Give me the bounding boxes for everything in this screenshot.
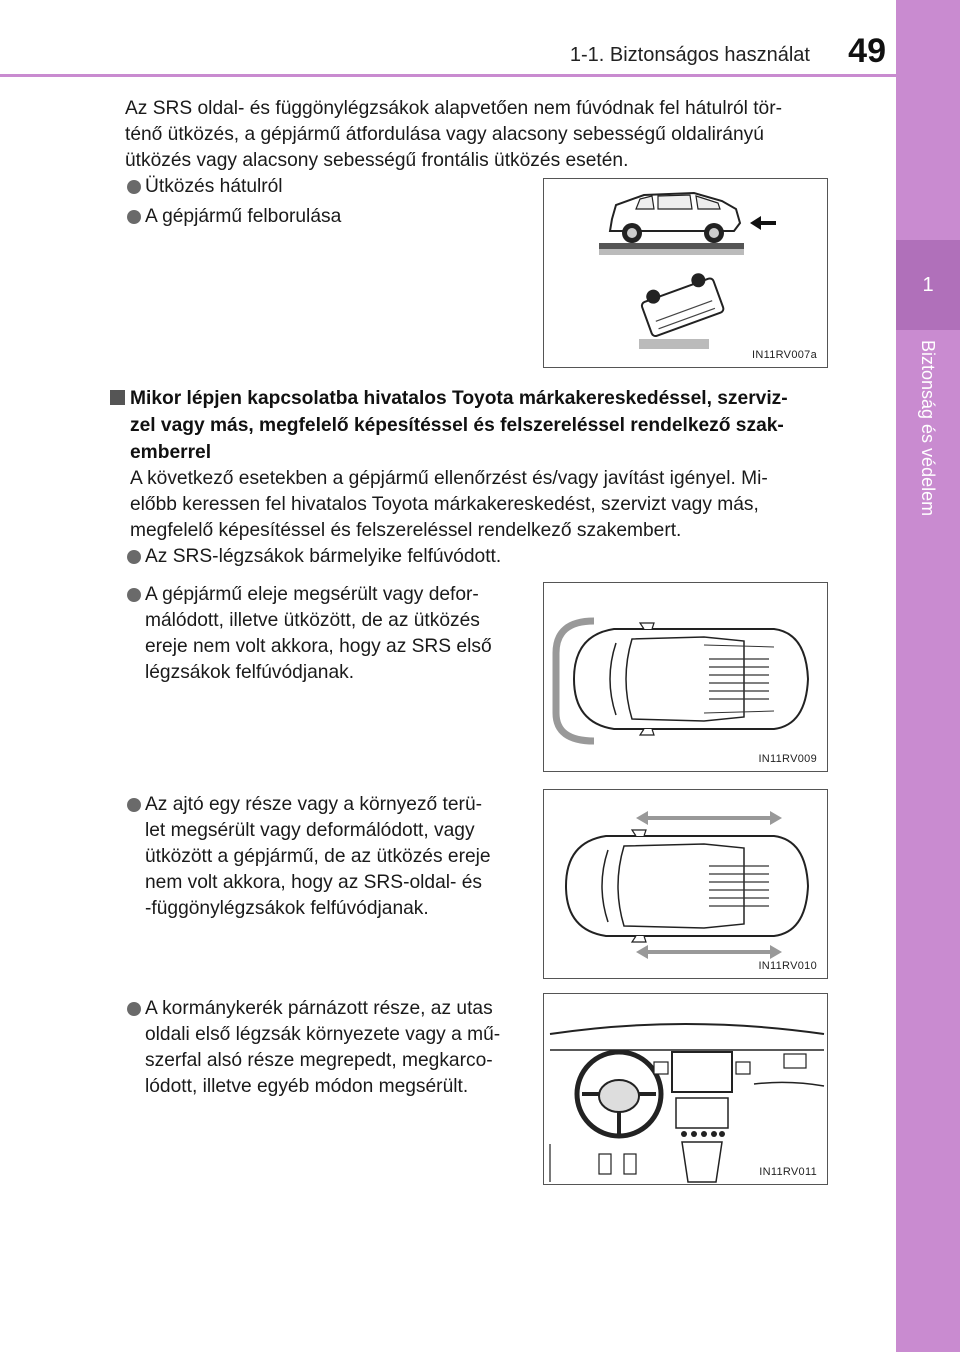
chapter-title: Biztonság és védelem: [918, 340, 938, 517]
bullet-dot-icon: [127, 180, 141, 194]
bullet-line: málódott, illetve ütközött, de az ütközés: [145, 610, 480, 631]
figure-code: IN11RV011: [759, 1166, 817, 1178]
bullet-text: [145, 996, 530, 1100]
body-line: megfelelő képesítéssel és felszereléssel rendelkező szakembert.: [130, 520, 682, 541]
intro-line: ténő ütközés, a gépjármű átfordulása vagy alacsony sebességű oldalirányú: [125, 124, 764, 145]
bullet-text: [145, 792, 530, 922]
bullet-dot-icon: [127, 798, 141, 812]
bullet-line: A kormánykerék párnázott része, az utas: [145, 998, 493, 1019]
bullet-text: A gépjármű felborulása: [145, 206, 342, 227]
bullet-line: Az ajtó egy része vagy a környező terü-: [145, 794, 483, 815]
rear-collision-rollover-illustration: [544, 179, 829, 369]
bullet-item: [127, 544, 847, 570]
page-number: 49: [848, 32, 886, 70]
figure-code: IN11RV007a: [752, 349, 817, 361]
bullet-dot-icon: [127, 1002, 141, 1016]
bullet-item: [127, 996, 532, 1106]
header-section-title: 1-1. Biztonságos használat: [569, 44, 810, 66]
heading-line: emberrel: [130, 442, 212, 463]
figure-code: IN11RV009: [758, 753, 817, 765]
section-body-paragraph: [130, 466, 855, 544]
bullet-item: [127, 204, 517, 230]
bullet-dot-icon: [127, 210, 141, 224]
car-top-view-front-highlight: [544, 583, 829, 773]
bullet-line: ütközött a gépjármű, de az ütközés ereje: [145, 846, 491, 867]
chapter-title-tab: [896, 340, 960, 600]
bullet-line: A gépjármű eleje megsérült vagy defor-: [145, 584, 479, 605]
bullet-text: Ütközés hátulról: [145, 176, 283, 197]
bullet-item: [127, 174, 517, 200]
body-line: előbb keressen fel hivatalos Toyota márkakereskedést, szervizt vagy más,: [130, 494, 759, 515]
bullet-item: [127, 582, 532, 692]
bullet-text: Az SRS-légzsákok bármelyike felfúvódott.: [145, 546, 502, 567]
figure-front-damage-topview: [543, 582, 828, 772]
intro-paragraph: [125, 96, 855, 174]
bullet-text: [145, 582, 530, 686]
figure-code: IN11RV010: [758, 960, 817, 972]
bullet-line: lódott, illetve egyéb módon megsérült.: [145, 1076, 469, 1097]
heading-line: Mikor lépjen kapcsolatba hivatalos Toyota márkakereskedéssel, szerviz-: [130, 388, 788, 409]
figure-rear-collision-rollover: [543, 178, 828, 368]
figure-side-damage-topview: [543, 789, 828, 979]
intro-line: Az SRS oldal- és függönylégzsákok alapvetően nem fúvódnak fel hátulról tör-: [125, 98, 783, 119]
heading-square-icon: [110, 390, 125, 405]
chapter-side-tab: [896, 0, 960, 1352]
bullet-line: ereje nem volt akkora, hogy az SRS első: [145, 636, 492, 657]
car-top-view-side-highlight: [544, 790, 829, 980]
bullet-line: légzsákok felfúvódjanak.: [145, 662, 355, 683]
header-rule: [0, 74, 896, 77]
bullet-line: oldali első légzsák környezete vagy a mű-: [145, 1024, 501, 1045]
chapter-number: 1: [896, 240, 960, 330]
bullet-line: let megsérült vagy deformálódott, vagy: [145, 820, 475, 841]
bullet-dot-icon: [127, 550, 141, 564]
bullet-dot-icon: [127, 588, 141, 602]
body-line: A következő esetekben a gépjármű ellenőrzést és/vagy javítást igényel. Mi-: [130, 468, 768, 489]
bullet-item: [127, 792, 532, 927]
intro-line: ütközés vagy alacsony sebességű frontális ütközés esetén.: [125, 150, 629, 171]
bullet-line: -függönylégzsákok felfúvódjanak.: [145, 898, 429, 919]
figure-dashboard: [543, 993, 828, 1185]
bullet-line: nem volt akkora, hogy az SRS-oldal- és: [145, 872, 482, 893]
heading-line: zel vagy más, megfelelő képesítéssel és felszereléssel rendelkező szak-: [130, 415, 784, 436]
bullet-line: szerfal alsó része megrepedt, megkarco-: [145, 1050, 493, 1071]
dashboard-illustration: [544, 994, 829, 1186]
